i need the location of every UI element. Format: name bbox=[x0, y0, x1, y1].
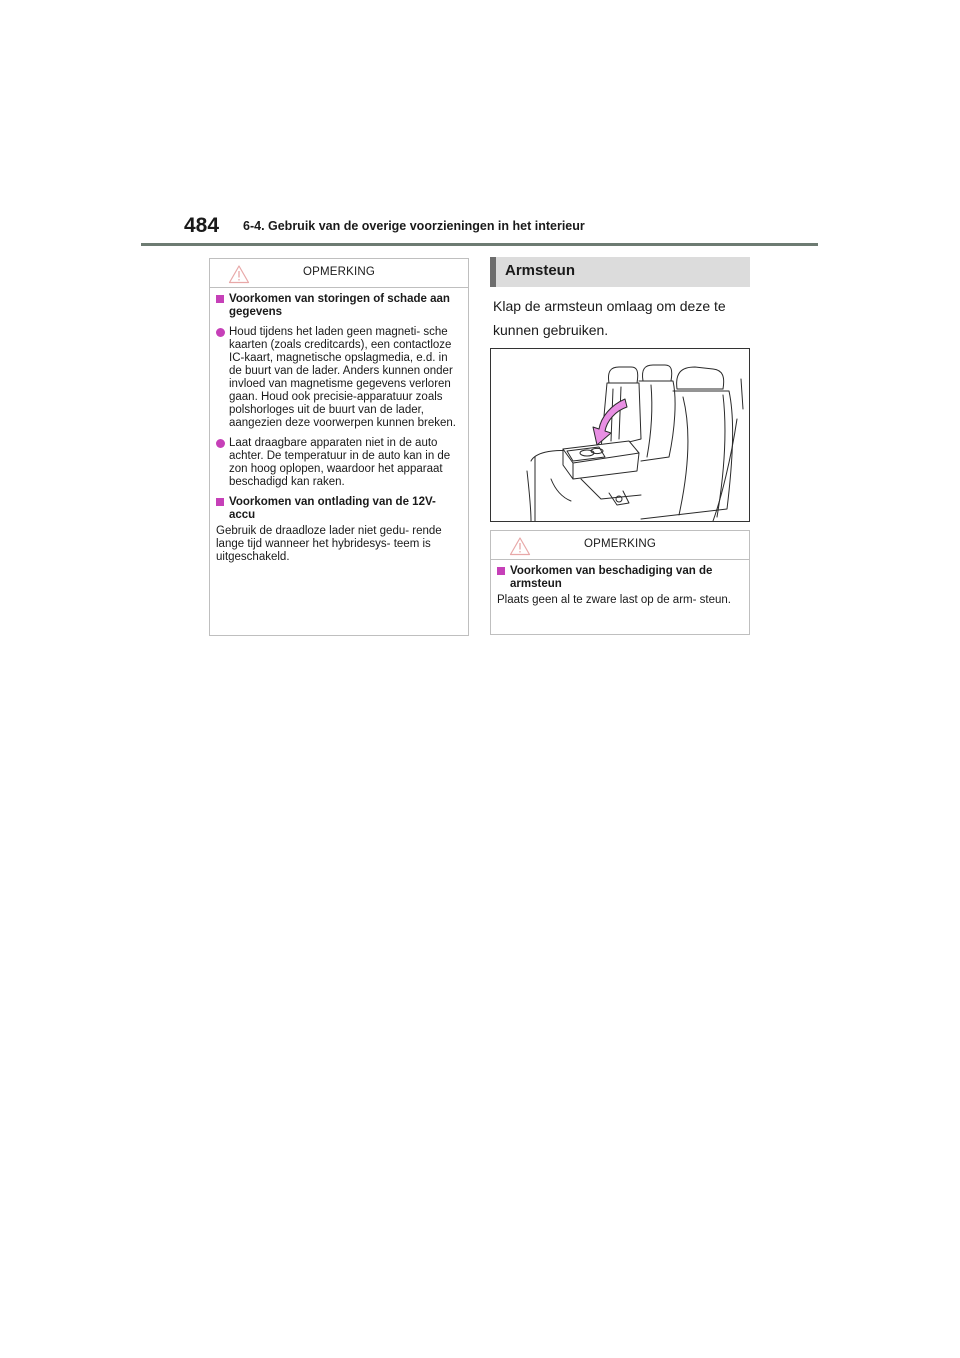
fold-down-arrow-icon bbox=[593, 399, 627, 445]
notice-label: OPMERKING bbox=[302, 266, 376, 278]
notice-heading-text: Voorkomen van storingen of schade aan gegevens bbox=[229, 293, 450, 318]
notice-plain-text: Plaats geen al te zware last op de arm- steun. bbox=[497, 594, 731, 606]
notice-box-right bbox=[490, 530, 750, 635]
notice-body bbox=[210, 288, 468, 564]
header-rule bbox=[141, 243, 818, 246]
square-bullet-icon bbox=[497, 567, 505, 575]
notice-heading-text: Voorkomen van ontlading van de 12V-accu bbox=[229, 496, 436, 521]
notice-body bbox=[491, 560, 749, 607]
rear-seat-illustration bbox=[491, 349, 749, 521]
circle-bullet-icon bbox=[216, 328, 225, 337]
notice-bullet-text: Laat draagbare apparaten niet in de auto achter. De temperatuur in de auto kan in de zon hoog oplopen, waardoor het apparaat beschadigd kan raken. bbox=[229, 437, 451, 488]
notice-label: OPMERKING bbox=[583, 538, 657, 550]
notice-header bbox=[210, 259, 468, 288]
armsteun-heading-bar bbox=[490, 257, 750, 287]
notice-heading-item bbox=[497, 565, 741, 591]
square-bullet-icon bbox=[216, 295, 224, 303]
notice-header bbox=[491, 531, 749, 560]
heading-accent bbox=[490, 257, 496, 287]
notice-bullet-item bbox=[216, 437, 460, 489]
page-number: 484 bbox=[184, 214, 220, 237]
notice-heading-item bbox=[216, 293, 460, 319]
notice-bullet-text: Houd tijdens het laden geen magneti- sche kaarten (zoals creditcards), een contactloze IC-kaart, magnetische opslagmedia, e.d. in de buurt van de lader. Anders kunnen onder invloed van magnetisme gegevens verloren gaan. Houd ook precisie-apparatuur zoals polshorloges uit de buurt van de lader, aangezien deze voorwerpen kunnen breken. bbox=[229, 326, 456, 429]
circle-bullet-icon bbox=[216, 439, 225, 448]
notice-heading-text: Voorkomen van beschadiging van de armsteun bbox=[510, 565, 713, 590]
notice-box-left bbox=[209, 258, 469, 636]
notice-bullet-item bbox=[216, 326, 460, 430]
notice-heading-item bbox=[216, 496, 460, 522]
armsteun-title: Armsteun bbox=[505, 262, 576, 279]
armrest-illustration bbox=[490, 348, 750, 522]
armsteun-intro-text: Klap de armsteun omlaag om deze te kunnen gebruiken. bbox=[493, 298, 726, 338]
notice-plain-text: Gebruik de draadloze lader niet gedu- rende lange tijd wanneer het hybridesys- teem is uitgeschakeld. bbox=[216, 525, 442, 563]
section-title: 6-4. Gebruik van de overige voorzieningen in het interieur bbox=[243, 219, 585, 233]
square-bullet-icon bbox=[216, 498, 224, 506]
